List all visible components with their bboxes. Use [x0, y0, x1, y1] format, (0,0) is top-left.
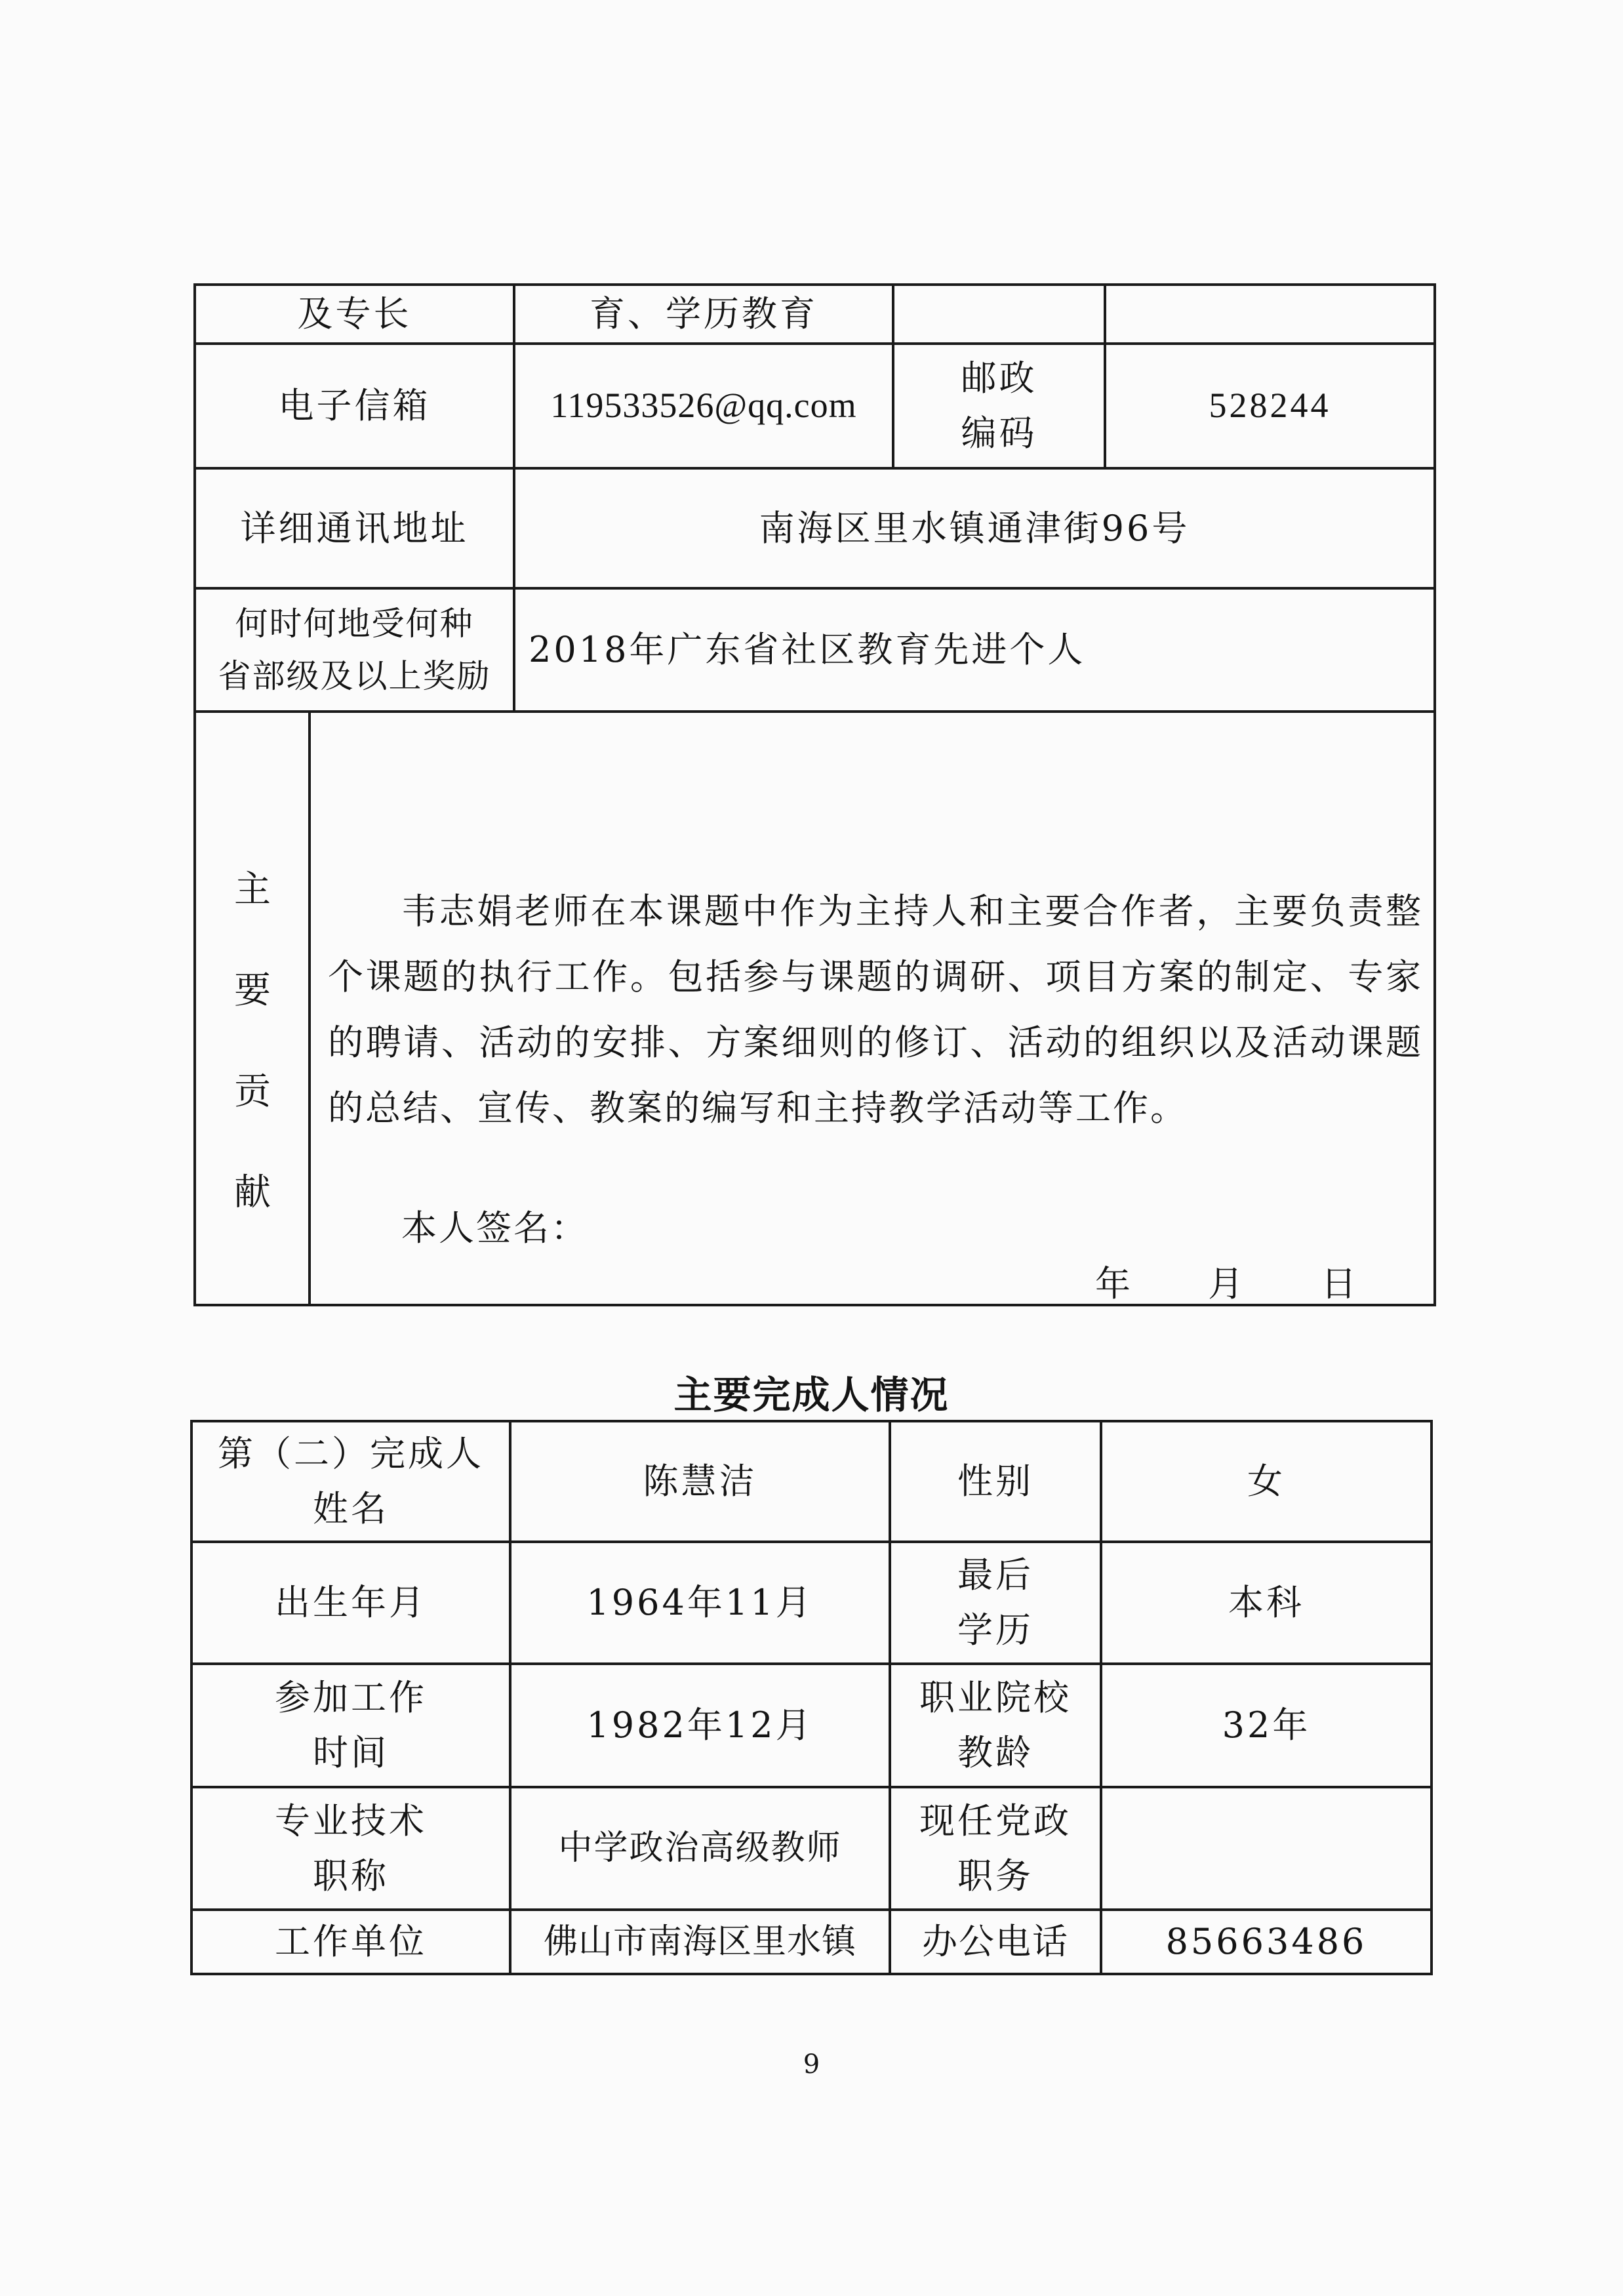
postcode-value: 528244: [1209, 386, 1331, 426]
date-month-label: 月: [1208, 1263, 1246, 1304]
signature-label: 本人签名：: [401, 1207, 588, 1249]
gender-label: 性别: [957, 1460, 1033, 1502]
education-value: 本科: [1228, 1582, 1304, 1624]
gender-value: 女: [1247, 1460, 1285, 1502]
address-value: 南海区里水镇通津街96号: [759, 507, 1190, 549]
award-value: 2018年广东省社区教育先进个人: [529, 629, 1086, 671]
award-label: 何时何地受何种 省部级及以上奖励: [218, 605, 491, 695]
date-day-label: 日: [1321, 1263, 1359, 1304]
contribution-text: 韦志娟老师在本课题中作为主持人和主要合作者，主要负责整个课题的执行工作。包括参与课题的调研、项目方案的制定、专家的聘请、活动的安排、方案细则的修订、活动的组织以及活动课题的总结、宣传、教案的编写和主持教学活动等工作。: [328, 891, 1423, 1129]
table2-right-border: [1430, 1420, 1433, 1975]
teaching-years-value: 32年: [1222, 1704, 1311, 1746]
education-label: 最后 学历: [957, 1554, 1033, 1651]
position-value: [1102, 1788, 1430, 1908]
work-start-label: 参加工作 时间: [275, 1677, 427, 1773]
name-label: 第（二）完成人 姓名: [218, 1433, 484, 1529]
contribution-label-char: 贡: [234, 1070, 271, 1113]
postcode-label: 邮政 编码: [961, 357, 1037, 454]
table1-right-border: [1433, 283, 1436, 1306]
office-phone-label: 办公电话: [922, 1921, 1069, 1963]
section-title: 主要完成人情况: [673, 1373, 950, 1417]
table1-col-divider: [308, 710, 311, 1306]
specialty-extra-label: [894, 286, 1104, 342]
address-label: 详细通讯地址: [240, 507, 469, 549]
specialty-extra-value: [1106, 286, 1433, 342]
name-value: 陈慧洁: [643, 1460, 757, 1502]
date-year-label: 年: [1095, 1263, 1132, 1304]
teaching-years-label: 职业院校 教龄: [919, 1677, 1072, 1773]
title-label: 专业技术 职称: [275, 1800, 427, 1897]
table1-row-divider: [193, 710, 1436, 713]
position-label: 现任党政 职务: [919, 1800, 1072, 1897]
signature-date: [1095, 1256, 1358, 1306]
employer-label: 工作单位: [275, 1921, 427, 1963]
email-value: 119533526@qq.com: [550, 386, 857, 426]
contribution-label: [197, 839, 308, 1243]
title-value: 中学政治高级教师: [558, 1828, 842, 1868]
work-start-value: 1982年12月: [586, 1704, 814, 1746]
page-number: 9: [803, 2049, 820, 2080]
table2-bottom-border: [190, 1973, 1433, 1975]
contribution-label-char: 要: [234, 969, 271, 1012]
contribution-label-char: 主: [234, 868, 271, 911]
birth-label: 出生年月: [275, 1582, 427, 1624]
employer-value: 佛山市南海区里水镇: [543, 1922, 856, 1962]
office-phone-value: 85663486: [1165, 1921, 1367, 1963]
birth-value: 1964年11月: [586, 1582, 814, 1624]
contribution-label-char: 献: [234, 1171, 271, 1214]
specialty-label: 及专长: [297, 293, 412, 335]
specialty-value: 育、学历教育: [590, 293, 818, 335]
email-label: 电子信箱: [278, 385, 431, 427]
